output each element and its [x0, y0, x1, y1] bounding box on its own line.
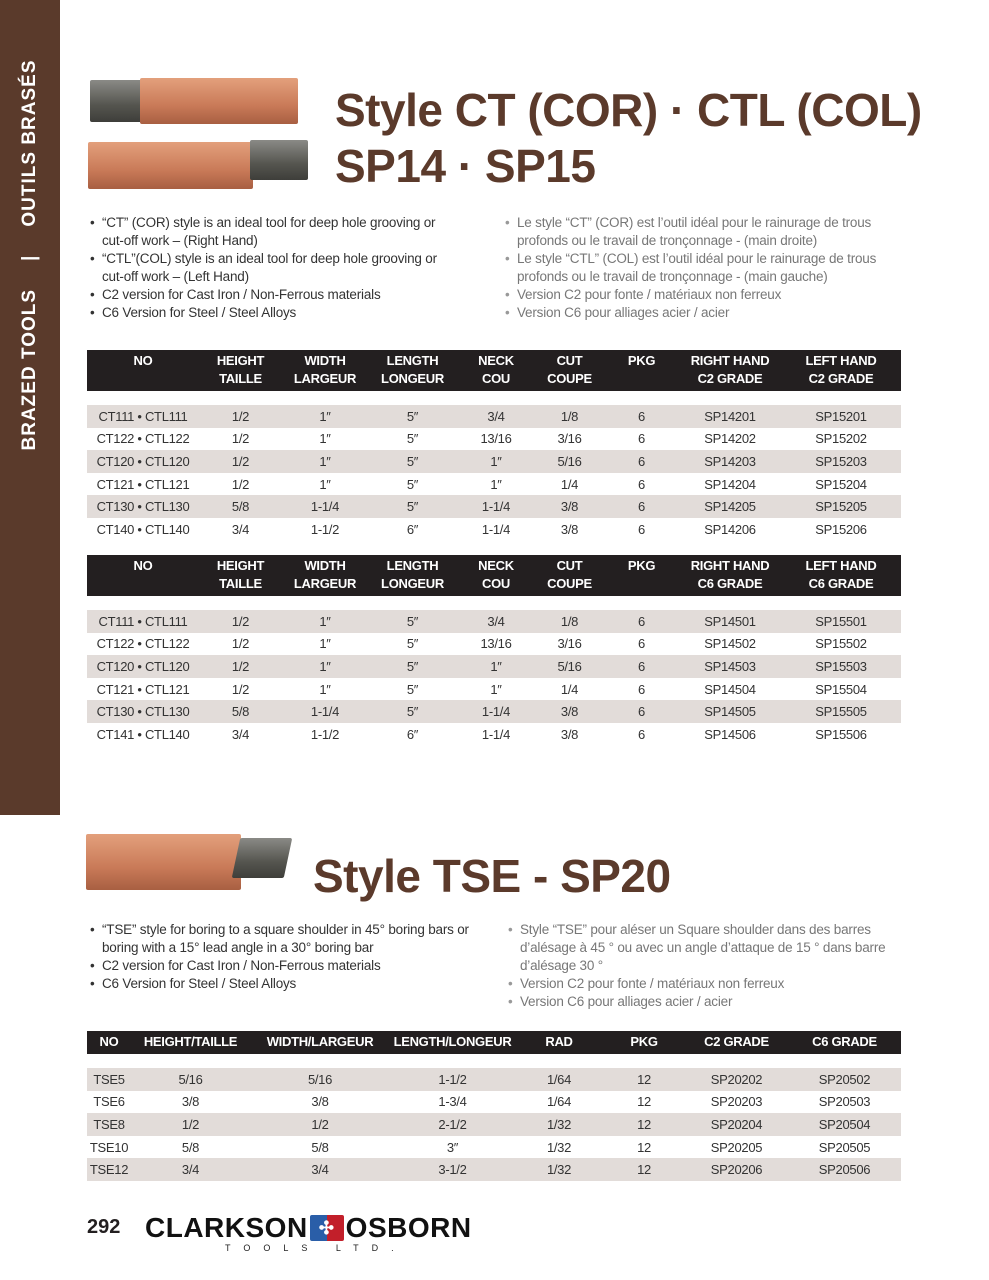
table-cell: SP20205: [710, 1139, 763, 1155]
column-header: HEIGHT TAILLE: [199, 555, 282, 596]
table-cell: SP15205: [781, 495, 901, 518]
table-cell: 3/8: [560, 521, 579, 537]
table-cell: 5″: [406, 681, 419, 697]
table-cell: 3/8: [535, 700, 604, 723]
table-cell: CT120 • CTL120: [87, 450, 199, 473]
table-cell: 6: [604, 450, 679, 473]
table-cell: 5″: [368, 655, 457, 678]
table-cell: SP20504: [788, 1113, 901, 1136]
bullet-item: • “CTL”(COL) style is an ideal tool for deep hole grooving or cut-off work – (Left Hand): [88, 250, 448, 286]
column-header: WIDTH LARGEUR: [282, 350, 368, 391]
table-row: [87, 450, 901, 473]
table-cell: SP15506: [815, 726, 867, 742]
sidebar-fr: OUTILS BRASÉS: [19, 59, 40, 227]
table-cell: 6: [638, 636, 645, 652]
table-cell: 1-1/2: [310, 726, 340, 742]
table-row: [87, 1158, 901, 1181]
table-cell: CT111 • CTL111: [87, 405, 199, 428]
table-row: [87, 1113, 901, 1136]
bullet-item: • Le style “CTL” (COL) est l’outil idéal pour le rainurage de trous profonds ou le travail de tronçonnage - (main gauche): [503, 250, 893, 286]
table-cell: 1″: [319, 431, 331, 447]
sidebar-tab: [0, 0, 60, 815]
column-header: WIDTH LARGEUR: [282, 555, 368, 596]
table-cell: 1/64: [546, 1094, 572, 1110]
table-header: [87, 1031, 901, 1054]
table-cell: SP14204: [704, 476, 756, 492]
bullet-item: • Version C2 pour fonte / matériaux non ferreux: [506, 975, 891, 993]
table-row: [87, 610, 901, 633]
table-cell: 1/64: [515, 1068, 603, 1091]
table-cell: TSE6: [93, 1094, 125, 1110]
table-cell: 3/8: [560, 726, 579, 742]
table-cell: SP20204: [685, 1113, 788, 1136]
bullet-item: • Style “TSE” pour aléser un Square shoulder dans des barres d’alésage à 45 ° ou avec un angle d’attaque de 15 ° dans barre d’alésage 30 °: [506, 921, 891, 975]
table-cell: SP15201: [781, 405, 901, 428]
table-cell: 1″: [319, 476, 331, 492]
table-cell: 2-1/2: [390, 1113, 515, 1136]
table-cell: 1-1/4: [457, 700, 535, 723]
column-header: NO: [87, 1031, 131, 1054]
column-header: HEIGHT TAILLE: [199, 350, 282, 391]
table-cell: 5/16: [535, 450, 604, 473]
table-cell: 1″: [282, 405, 368, 428]
table-cell: 13/16: [480, 431, 512, 447]
table-cell: CT140 • CTL140: [96, 521, 190, 537]
table-cell: 1″: [490, 476, 502, 492]
table-cell: 1″: [457, 655, 535, 678]
table-cell: 1/2: [199, 610, 282, 633]
column-header: PKG: [604, 350, 679, 391]
table-cell: SP15503: [781, 655, 901, 678]
table-cell: 5″: [368, 610, 457, 633]
column-header: NECK COU: [457, 555, 535, 596]
table-cell: SP15202: [815, 431, 867, 447]
table-cell: 1″: [282, 450, 368, 473]
table-cell: 6: [638, 521, 645, 537]
table-cell: 1/2: [131, 1113, 250, 1136]
column-header: LENGTH LONGEUR: [368, 350, 457, 391]
table-cell: 1/4: [560, 681, 579, 697]
table-cell: 5/16: [250, 1068, 390, 1091]
table-cell: 12: [637, 1094, 651, 1110]
column-header: LENGTH LONGEUR: [368, 555, 457, 596]
table-cell: 3″: [446, 1139, 459, 1155]
table-cell: 1/2: [250, 1113, 390, 1136]
table-row: [87, 473, 901, 496]
table-cell: 6″: [406, 521, 419, 537]
table-cell: 1/2: [231, 636, 250, 652]
section1-bullets-en: [88, 214, 448, 322]
table-cell: 6: [638, 431, 645, 447]
table-row: [87, 495, 901, 518]
bullet-item: • Version C6 pour alliages acier / acier: [503, 304, 893, 322]
table-cell: SP15502: [815, 636, 867, 652]
table-cell: 5″: [368, 450, 457, 473]
table-cell: CT111 • CTL111: [87, 610, 199, 633]
column-header: NO: [87, 350, 199, 391]
table-cell: 5″: [406, 476, 419, 492]
column-header: LEFT HAND C2 GRADE: [781, 350, 901, 391]
table-cell: 1-1/4: [457, 495, 535, 518]
table-cell: 1-1/4: [282, 700, 368, 723]
sidebar-label: [19, 46, 41, 465]
bullet-item: • Version C6 pour alliages acier / acier: [506, 993, 891, 1011]
table-cell: SP14503: [679, 655, 781, 678]
table-cell: 6: [604, 655, 679, 678]
table-cell: 1″: [457, 450, 535, 473]
page-number: 292: [87, 1216, 121, 1238]
table-cell: TSE8: [87, 1113, 131, 1136]
table-cell: 5/16: [131, 1068, 250, 1091]
sidebar-sep: |: [19, 254, 40, 261]
section2-bullets-fr: [506, 921, 891, 1011]
bullet-item: • “TSE” style for boring to a square shoulder in 45° boring bars or boring with a 15° lead angle in a 30° boring bar: [88, 921, 483, 957]
table-cell: 6: [604, 610, 679, 633]
table-cell: 5/8: [199, 700, 282, 723]
table-cell: 1-1/4: [481, 726, 511, 742]
table-row: [87, 678, 901, 701]
table-cell: TSE12: [87, 1158, 131, 1181]
table-cell: TSE10: [89, 1139, 129, 1155]
c2-grade-table: [87, 350, 901, 541]
table-cell: SP15203: [781, 450, 901, 473]
table-cell: 1″: [282, 655, 368, 678]
table-cell: SP15206: [815, 521, 867, 537]
table-row: [87, 405, 901, 428]
column-header: C2 GRADE: [685, 1031, 788, 1054]
table-cell: 1/2: [231, 681, 250, 697]
table-cell: 3/16: [557, 431, 582, 447]
table-cell: 1-1/4: [282, 495, 368, 518]
table-cell: 3/4: [131, 1158, 250, 1181]
table-cell: SP14205: [679, 495, 781, 518]
table-cell: SP20503: [818, 1094, 871, 1110]
table-cell: SP14505: [679, 700, 781, 723]
table-cell: 5/8: [199, 495, 282, 518]
column-header: C6 GRADE: [788, 1031, 901, 1054]
table-cell: SP14201: [679, 405, 781, 428]
table-cell: SP20206: [685, 1158, 788, 1181]
column-header: NO: [87, 555, 199, 596]
table-cell: SP15504: [815, 681, 867, 697]
section1-title: Style CT (COR) · CTL (COL) SP14 · SP15: [335, 84, 922, 192]
table-row: [87, 655, 901, 678]
table-cell: SP14203: [679, 450, 781, 473]
table-cell: 1/32: [515, 1113, 603, 1136]
table-row: [87, 1136, 901, 1159]
table-cell: 1/2: [199, 450, 282, 473]
table-cell: CT122 • CTL122: [96, 431, 190, 447]
section1-bullets-fr: [503, 214, 893, 322]
table-row: [87, 633, 901, 656]
column-header: PKG: [603, 1031, 685, 1054]
bullet-item: • Version C2 pour fonte / matériaux non ferreux: [503, 286, 893, 304]
table-cell: 3/8: [181, 1094, 200, 1110]
table-cell: 3/16: [557, 636, 582, 652]
table-cell: 1″: [282, 610, 368, 633]
table-cell: 3/4: [231, 726, 250, 742]
table-cell: SP14504: [704, 681, 756, 697]
column-header: WIDTH/LARGEUR: [250, 1031, 390, 1054]
table-cell: 3/4: [457, 405, 535, 428]
table-cell: 5/8: [181, 1139, 200, 1155]
table-cell: 3/4: [457, 610, 535, 633]
table-row: [87, 700, 901, 723]
bullet-item: • “CT” (COR) style is an ideal tool for deep hole grooving or cut-off work – (Right Hand): [88, 214, 448, 250]
table-cell: 5″: [368, 405, 457, 428]
table-cell: SP14202: [704, 431, 756, 447]
bullet-item: • C2 version for Cast Iron / Non-Ferrous materials: [88, 957, 483, 975]
table-cell: 1/2: [199, 405, 282, 428]
table-row: [87, 1068, 901, 1091]
column-header: HEIGHT/TAILLE: [131, 1031, 250, 1054]
table-cell: 6: [604, 405, 679, 428]
table-cell: 5/16: [535, 655, 604, 678]
table-cell: 1″: [319, 681, 331, 697]
table-cell: 6: [604, 700, 679, 723]
table-cell: CT130 • CTL130: [87, 700, 199, 723]
table-cell: 1-3/4: [438, 1094, 467, 1110]
table-cell: 1″: [490, 681, 502, 697]
table-cell: 6″: [406, 726, 419, 742]
table-cell: CT120 • CTL120: [87, 655, 199, 678]
table-cell: SP20203: [710, 1094, 763, 1110]
sidebar-en: BRAZED TOOLS: [19, 288, 40, 451]
table-cell: 6: [638, 726, 645, 742]
table-cell: SP20506: [788, 1158, 901, 1181]
logo-mark-icon: ✣: [310, 1215, 344, 1241]
table-cell: 5″: [368, 700, 457, 723]
table-cell: 5″: [368, 495, 457, 518]
column-header: CUT COUPE: [535, 555, 604, 596]
tse-table: [87, 1031, 901, 1181]
table-cell: 5″: [406, 431, 419, 447]
table-cell: CT130 • CTL130: [87, 495, 199, 518]
table-cell: 12: [637, 1139, 651, 1155]
table-cell: 5″: [406, 636, 419, 652]
column-header: PKG: [604, 555, 679, 596]
table-cell: 12: [603, 1068, 685, 1091]
column-header: RAD: [515, 1031, 603, 1054]
table-cell: 1/2: [231, 431, 250, 447]
table-cell: SP20502: [788, 1068, 901, 1091]
table-cell: SP15505: [781, 700, 901, 723]
table-cell: SP15501: [781, 610, 901, 633]
table-header: [87, 555, 901, 596]
column-header: LEFT HAND C6 GRADE: [781, 555, 901, 596]
table-cell: 3/8: [311, 1094, 329, 1110]
table-cell: CT122 • CTL122: [96, 636, 190, 652]
brand-logo: CLARKSON ✣ OSBORN: [145, 1212, 472, 1243]
table-row: [87, 723, 901, 746]
table-cell: 13/16: [480, 636, 512, 652]
bullet-item: • C6 Version for Steel / Steel Alloys: [88, 975, 483, 993]
table-cell: 1/8: [535, 405, 604, 428]
table-cell: 3-1/2: [390, 1158, 515, 1181]
table-cell: 12: [603, 1158, 685, 1181]
bullet-item: • C2 version for Cast Iron / Non-Ferrous materials: [88, 286, 448, 304]
bullet-item: • C6 Version for Steel / Steel Alloys: [88, 304, 448, 322]
table-cell: 1″: [319, 636, 331, 652]
table-cell: 1-1/2: [390, 1068, 515, 1091]
table-row: [87, 518, 901, 541]
table-row: [87, 428, 901, 451]
table-cell: SP20202: [685, 1068, 788, 1091]
table-cell: TSE5: [87, 1068, 131, 1091]
table-cell: 3/8: [535, 495, 604, 518]
table-cell: 1/2: [231, 476, 250, 492]
table-cell: SP15204: [815, 476, 867, 492]
table-cell: SP20505: [818, 1139, 871, 1155]
section2-title: Style TSE - SP20: [313, 850, 671, 902]
table-cell: 1/32: [546, 1139, 572, 1155]
table-cell: 1/2: [199, 655, 282, 678]
brand-subtitle: TOOLS LTD.: [225, 1243, 407, 1253]
table-cell: 3/4: [231, 521, 250, 537]
table-cell: CT121 • CTL121: [96, 681, 190, 697]
column-header: RIGHT HAND C2 GRADE: [679, 350, 781, 391]
column-header: CUT COUPE: [535, 350, 604, 391]
table-header: [87, 350, 901, 391]
table-cell: CT121 • CTL121: [96, 476, 190, 492]
table-cell: 6: [604, 495, 679, 518]
column-header: LENGTH/LONGEUR: [390, 1031, 515, 1054]
table-cell: SP14506: [704, 726, 756, 742]
table-cell: 6: [638, 476, 645, 492]
table-cell: 6: [638, 681, 645, 697]
table-cell: 1/32: [515, 1158, 603, 1181]
table-cell: CT141 • CTL140: [96, 726, 190, 742]
table-row: [87, 1091, 901, 1114]
table-cell: 5/8: [311, 1139, 329, 1155]
table-cell: 3/4: [250, 1158, 390, 1181]
table-cell: SP14502: [704, 636, 756, 652]
table-cell: SP14206: [704, 521, 756, 537]
c6-grade-table: [87, 555, 901, 746]
bullet-item: • Le style “CT” (COR) est l’outil idéal pour le rainurage de trous profonds ou le travail de tronçonnage - (main droite): [503, 214, 893, 250]
table-cell: 1-1/4: [481, 521, 511, 537]
section2-bullets-en: [88, 921, 483, 993]
column-header: RIGHT HAND C6 GRADE: [679, 555, 781, 596]
table-cell: 1/8: [535, 610, 604, 633]
table-cell: SP14501: [679, 610, 781, 633]
table-cell: 1/4: [560, 476, 579, 492]
table-cell: 1-1/2: [310, 521, 340, 537]
column-header: NECK COU: [457, 350, 535, 391]
table-cell: 12: [603, 1113, 685, 1136]
